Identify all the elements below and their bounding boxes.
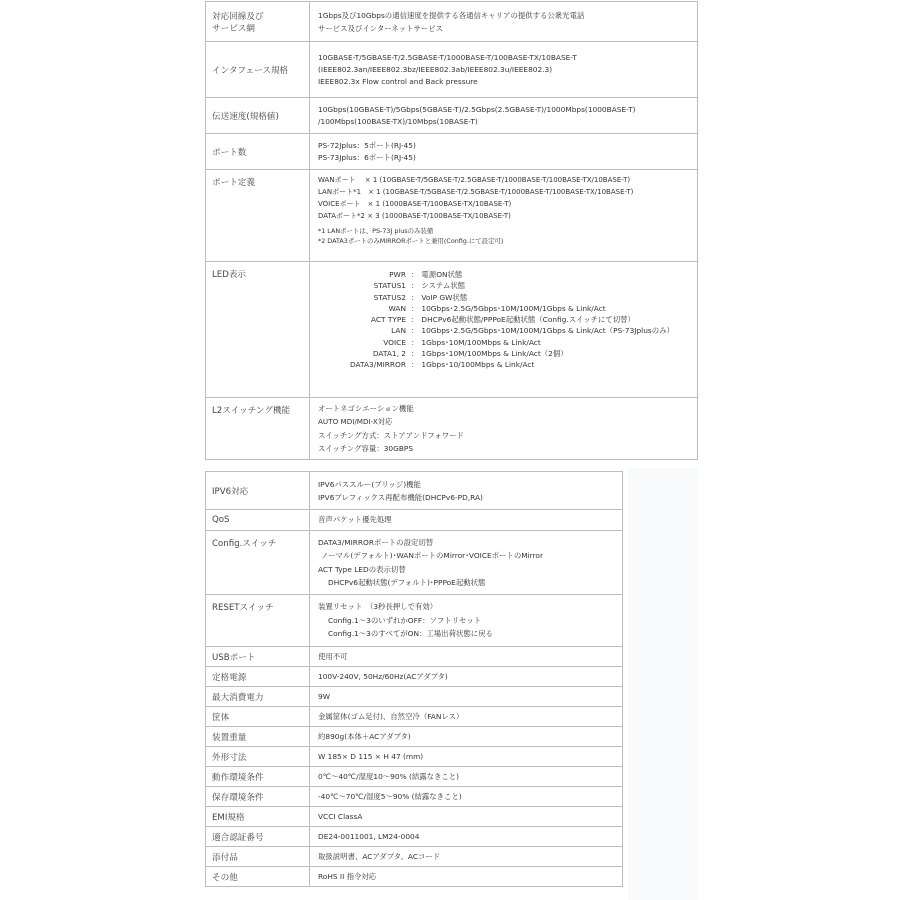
row-label: ポート数 (206, 134, 310, 170)
row-value: 音声パケット優先処理 (310, 510, 623, 531)
separator: ： (411, 270, 419, 279)
value-line: スイッチング容量：30GBPS (318, 444, 414, 453)
led-value: VoIP GW状態 (421, 292, 468, 302)
row-value: 金属筐体(ゴム足付)、自然空冷（FANレス） (310, 707, 623, 727)
separator: ： (411, 326, 419, 336)
led-value: システム状態 (421, 281, 466, 291)
led-value: 10Gbps･2.5G/5Gbps･10M/100M/1Gbps & Link/Act（PS-73Jplusのみ） (421, 326, 674, 336)
label-line: サービス網 (212, 23, 255, 34)
row-value (310, 2, 698, 42)
table-row (206, 472, 623, 510)
led-value: 1Gbps･10/100Mbps & Link/Act (421, 360, 535, 370)
table-row (206, 847, 623, 867)
table-row (206, 867, 623, 887)
row-label (206, 2, 310, 42)
value-line: 装置リセット （3秒長押しで有効） (318, 602, 438, 612)
row-label: 最大消費電力 (206, 687, 310, 707)
separator: ： (411, 281, 419, 291)
table-row (206, 595, 623, 647)
value-line: ノーマル(デフォルト)･WANポートのMirror･VOICEポートのMirror (321, 551, 543, 560)
value-line: WANポート × 1 (10GBASE-T/5GBASE-T/2.5GBASE-T/1000BASE-T/100BASE-TX/10BASE-T) (318, 176, 631, 184)
row-label: LED表示 (206, 262, 310, 398)
value-line: LANポート*1 × 1 (10GBASE-T/5GBASE-T/2.5GBASE-T/1000BASE-T/100BASE-TX/10BASE-T) (318, 188, 634, 196)
table-row (206, 667, 623, 687)
value-line: Config.1～3のすべてがON：工場出荷状態に戻る (328, 629, 493, 639)
row-label: 装置重量 (206, 727, 310, 747)
table-row (206, 787, 623, 807)
led-item (312, 303, 674, 314)
led-key: ACT TYPE (370, 315, 406, 325)
row-value: -40℃～70℃/湿度5～90% (結露なきこと) (310, 787, 623, 807)
separator: ： (411, 292, 419, 302)
led-key: STATUS1 (373, 281, 406, 291)
led-value: 10Gbps･2.5G/5Gbps･10M/100M/1Gbps & Link/Act (421, 303, 606, 313)
value-line: ACT Type LEDの表示切替 (318, 564, 406, 574)
table-row (206, 98, 698, 134)
value-line: 1Gbps及び10Gbpsの通信速度を提供する各通信キャリアの提供する公衆光電話 (318, 10, 585, 20)
led-item (312, 348, 674, 359)
value-line: IPV6パススルー(ブリッジ)機能 (318, 479, 421, 489)
table-row (206, 531, 623, 595)
row-label: USBポート (206, 647, 310, 667)
row-label: その他 (206, 867, 310, 887)
led-key: DATA3/MIRROR (349, 360, 406, 370)
table-row (206, 727, 623, 747)
row-label: 保存環境条件 (206, 787, 310, 807)
value-line: サービス及びインターネットサービス (318, 23, 443, 33)
led-item (312, 314, 674, 325)
separator: ： (411, 337, 419, 347)
table-row (206, 827, 623, 847)
separator: ： (411, 360, 419, 370)
table-row (206, 767, 623, 787)
table-row (206, 2, 698, 42)
led-value: 電源ON状態 (421, 270, 463, 279)
led-item (312, 280, 674, 291)
row-value: 0℃～40℃/湿度10～90% (結露なきこと) (310, 767, 623, 787)
row-value: W 185× D 115 × H 47 (mm) (310, 747, 623, 767)
table-row (206, 262, 698, 398)
led-key: DATA1, 2 (372, 349, 406, 359)
row-value: RoHS II 指令対応 (310, 867, 623, 887)
value-line: スイッチング方式：ストアアンドフォワード (318, 430, 464, 440)
footnote: *1 LANポートは、PS-73J plusのみ装備 (318, 227, 434, 235)
value-line: VOICEポート × 1 (1000BASE-T/100BASE-TX/10BASE-T) (318, 200, 512, 208)
value-line: PS-73Jplus：6ポート(RJ-45) (318, 152, 416, 162)
value-line: 10GBASE-T/5GBASE-T/2.5GBASE-T/1000BASE-T/100BASE-TX/10BASE-T (318, 52, 577, 62)
value-line: PS-72Jplus：5ポート(RJ-45) (318, 140, 416, 150)
table-row (206, 170, 698, 262)
row-value (310, 170, 698, 262)
row-value: 約890g(本体＋ACアダプタ) (310, 727, 623, 747)
led-value: DHCPv6起動状態/PPPoE起動状態（Config.スイッチにて切替） (421, 315, 635, 325)
led-key: STATUS2 (373, 292, 406, 302)
row-label: EMI規格 (206, 807, 310, 827)
row-label: QoS (206, 510, 310, 531)
table-row (206, 42, 698, 98)
value-line: IPV6プレフィックス再配布機能(DHCPv6-PD,RA) (318, 492, 483, 502)
spec-table-main (205, 1, 698, 460)
led-key: PWR (389, 270, 406, 279)
led-key: LAN (391, 326, 406, 336)
row-value: DE24-0011001, LM24-0004 (310, 827, 623, 847)
row-label: 適合認証番号 (206, 827, 310, 847)
separator: ： (411, 349, 419, 359)
value-line: DHCPv6起動状態(デフォルト)･PPPoE起動状態 (328, 578, 486, 587)
row-label: 動作環境条件 (206, 767, 310, 787)
row-label: 定格電源 (206, 667, 310, 687)
led-value: 1Gbps･10M/100Mbps & Link/Act（2個） (421, 349, 568, 359)
row-value (310, 472, 623, 510)
background-panel (628, 468, 698, 900)
row-label: 添付品 (206, 847, 310, 867)
value-line: Config.1～3のいずれかOFF：ソフトリセット (328, 615, 482, 625)
row-label: L2スイッチング機能 (206, 398, 310, 460)
row-value (310, 595, 623, 647)
spec-table-secondary (205, 471, 623, 887)
label-line: 対応回線及び (212, 11, 264, 22)
footnote: *2 DATA3ポートのみMIRRORポートと兼用(Config.にて設定可) (318, 237, 504, 245)
value-line: AUTO MDI/MDI-X対応 (318, 417, 393, 426)
table-row (206, 807, 623, 827)
row-value (310, 134, 698, 170)
table-row (206, 647, 623, 667)
row-value (310, 98, 698, 134)
led-key: VOICE (383, 337, 406, 347)
led-list (312, 269, 674, 371)
value-line: DATA3/MIRRORポートの設定切替 (318, 537, 434, 547)
table-row (206, 134, 698, 170)
value-line: DATAポート*2 × 3 (1000BASE-T/100BASE-TX/10BASE-T) (318, 212, 511, 220)
row-value: VCCI ClassA (310, 807, 623, 827)
led-value: 1Gbps･10M/100Mbps & Link/Act (421, 337, 541, 347)
row-value (310, 398, 698, 460)
table-row (206, 687, 623, 707)
row-value: 使用不可 (310, 647, 623, 667)
value-line: オートネゴシエーション機能 (318, 403, 414, 413)
row-value (310, 42, 698, 98)
row-label: 伝送速度(規格値) (206, 98, 310, 134)
led-item (312, 359, 674, 370)
row-label: Config.スイッチ (206, 531, 310, 595)
led-item (312, 269, 674, 280)
value-line: 10Gbps(10GBASE-T)/5Gbps(5GBASE-T)/2.5Gbps(2.5GBASE-T)/1000Mbps(1000BASE-T) (318, 104, 636, 114)
row-label: 筐体 (206, 707, 310, 727)
table-row (206, 510, 623, 531)
row-label: ポート定義 (206, 170, 310, 262)
row-label: 外形寸法 (206, 747, 310, 767)
row-value (310, 531, 623, 595)
table-row (206, 707, 623, 727)
row-value (310, 262, 698, 398)
led-item (312, 337, 674, 348)
separator: ： (411, 315, 419, 325)
row-label: RESETスイッチ (206, 595, 310, 647)
separator: ： (411, 303, 419, 313)
value-line: (IEEE802.3an/IEEE802.3bz/IEEE802.3ab/IEEE802.3u/IEEE802.3) (318, 64, 553, 74)
led-item (312, 292, 674, 303)
led-item (312, 325, 674, 336)
row-value: 取扱説明書、ACアダプタ、ACコード (310, 847, 623, 867)
row-label: インタフェース規格 (206, 42, 310, 98)
row-value: 100V-240V, 50Hz/60Hz(ACアダプタ) (310, 667, 623, 687)
table-row (206, 398, 698, 460)
row-label: IPV6対応 (206, 472, 310, 510)
led-key: WAN (388, 303, 406, 313)
value-line: IEEE802.3x Flow control and Back pressure (318, 76, 478, 86)
value-line: /100Mbps(100BASE-TX)/10Mbps(10BASE-T) (318, 116, 478, 126)
table-row (206, 747, 623, 767)
row-value: 9W (310, 687, 623, 707)
